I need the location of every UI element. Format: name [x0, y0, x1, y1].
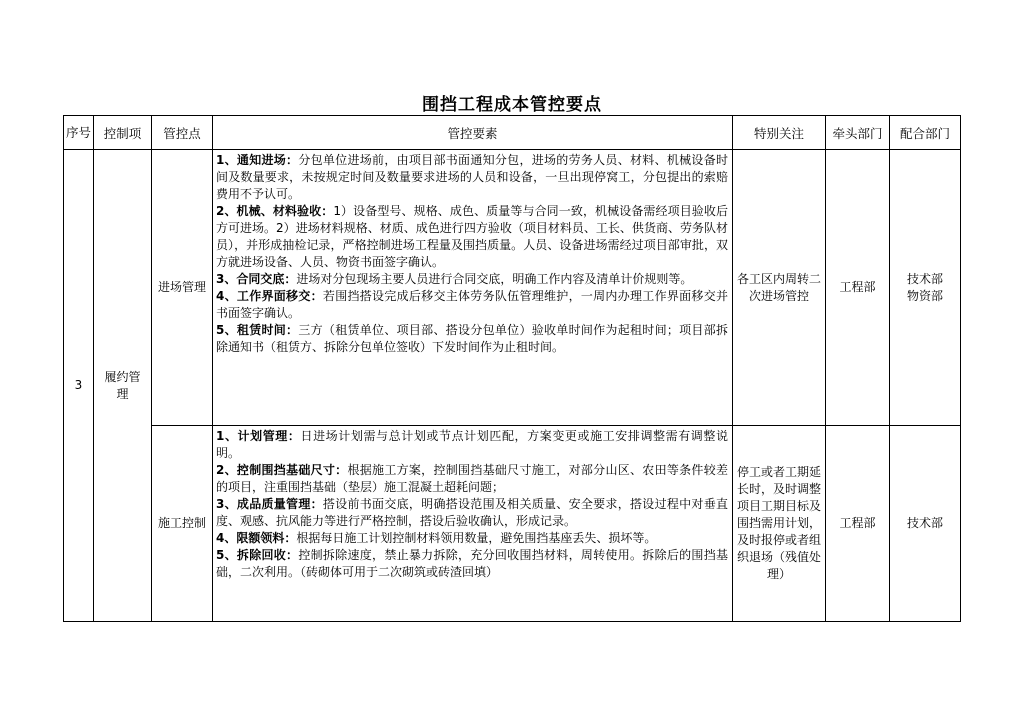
- requirement-label: 5、租赁时间：: [216, 323, 299, 337]
- lead-dept-cell: 工程部: [826, 426, 890, 622]
- requirements-cell: [213, 426, 733, 622]
- requirement-text: 控制拆除速度，禁止暴力拆除，充分回收围挡材料，周转使用。拆除后的围挡基础，二次利用。（砖砌体可用于二次砌筑或砖渣回填）: [216, 548, 728, 579]
- requirement-text: 搭设前书面交底，明确搭设范围及相关质量、安全要求，搭设过程中对垂直度、观感、抗风能力等进行严格控制，搭设后验收确认，形成记录。: [216, 497, 728, 528]
- requirement-text: 进场对分包现场主要人员进行合同交底，明确工作内容及清单计价规则等。: [296, 272, 693, 286]
- row-control-item: 履约管理: [94, 150, 152, 622]
- header-support-dept: 配合部门: [890, 116, 961, 150]
- requirement-text: 若围挡搭设完成后移交主体劳务队伍管理维护，一周内办理工作界面移交并书面签字确认。: [216, 289, 728, 320]
- requirement-item: [216, 547, 728, 581]
- requirement-text: 根据每日施工计划控制材料领用数量，避免围挡基座丢失、损坏等。: [296, 531, 657, 545]
- requirement-item: [216, 288, 728, 322]
- requirement-label: 2、机械、材料验收：: [216, 204, 334, 218]
- requirement-item: [216, 462, 728, 496]
- requirement-item: [216, 428, 728, 462]
- requirement-text: 1）设备型号、规格、成色、质量等与合同一致，机械设备需经项目验收后方可进场。2）进场材料规格、材质、成色进行四方验收（项目材料员、工长、供货商、劳务队材员），并形成抽检记录，严格控制进场工程量及围挡质量。人员、设备进场需经过项目部审批，双方就进场设备、人员、物资书面签字确认。: [216, 204, 728, 269]
- control-point-cell: 进场管理: [152, 150, 213, 426]
- control-point-cell: 施工控制: [152, 426, 213, 622]
- requirement-text: 分包单位进场前，由项目部书面通知分包，进场的劳务人员、材料、机械设备时间及数量要求，未按规定时间及数量要求进场的人员和设备，一旦出现停窝工，分包提出的索赔费用不予认可。: [216, 153, 728, 201]
- support-dept-cell: 技术部 物资部: [890, 150, 961, 426]
- requirement-text: 日进场计划需与总计划或节点计划匹配，方案变更或施工安排调整需有调整说明。: [216, 429, 728, 460]
- document-title: 围挡工程成本管控要点: [422, 95, 602, 115]
- requirement-item: [216, 271, 728, 288]
- requirement-label: 1、通知进场：: [216, 153, 299, 167]
- table-row: [64, 426, 961, 622]
- header-index: 序号: [64, 116, 94, 150]
- requirement-item: [216, 203, 728, 271]
- table-row: [64, 150, 961, 426]
- requirement-label: 5、拆除回收：: [216, 548, 299, 562]
- header-row: [64, 116, 961, 150]
- requirement-text: 根据施工方案，控制围挡基础尺寸施工，对部分山区、农田等条件较差的项目，注重围挡基础（垫层）施工混凝土超耗问题；: [216, 463, 728, 494]
- requirement-label: 1、计划管理：: [216, 429, 301, 443]
- cost-control-table: [63, 115, 961, 622]
- requirement-text: 三方（租赁单位、项目部、搭设分包单位）验收单时间作为起租时间；项目部拆除通知书（租赁方、拆除分包单位签收）下发时间作为止租时间。: [216, 323, 728, 354]
- requirement-item: [216, 496, 728, 530]
- header-lead-dept: 牵头部门: [826, 116, 890, 150]
- header-requirements: 管控要素: [213, 116, 733, 150]
- requirement-label: 4、限额领料：: [216, 531, 297, 545]
- special-attention-cell: 各工区内周转二次进场管控: [733, 150, 826, 426]
- row-index: 3: [64, 150, 94, 622]
- header-control-point: 管控点: [152, 116, 213, 150]
- requirement-item: [216, 530, 728, 547]
- support-dept-cell: 技术部: [890, 426, 961, 622]
- requirement-label: 2、控制围挡基础尺寸：: [216, 463, 348, 477]
- requirements-cell: [213, 150, 733, 426]
- requirement-label: 4、工作界面移交：: [216, 289, 323, 303]
- requirement-item: [216, 152, 728, 203]
- special-attention-cell: 停工或者工期延长时，及时调整项目工期目标及围挡需用计划，及时报停或者组织退场（残值处理）: [733, 426, 826, 622]
- requirement-label: 3、合同交底：: [216, 272, 297, 286]
- header-control-item: 控制项: [94, 116, 152, 150]
- lead-dept-cell: 工程部: [826, 150, 890, 426]
- requirement-label: 3、成品质量管理：: [216, 497, 323, 511]
- requirement-item: [216, 322, 728, 356]
- header-special-attention: 特别关注: [733, 116, 826, 150]
